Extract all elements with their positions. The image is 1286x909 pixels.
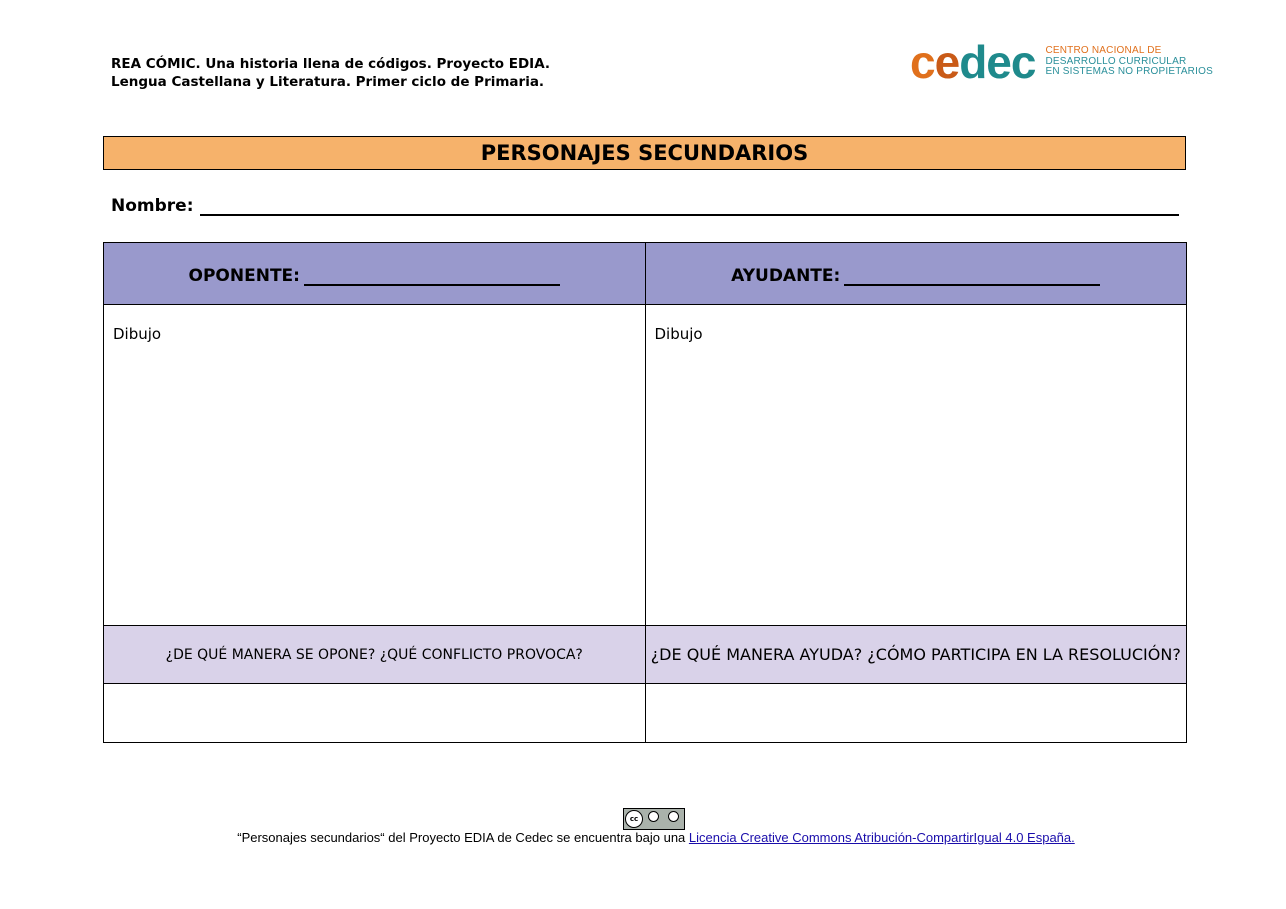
logo-subtitle xyxy=(1045,46,1212,78)
helper-answer-area[interactable] xyxy=(645,684,1187,743)
logo-wordmark: cedec xyxy=(910,36,1036,88)
helper-question: ¿DE QUÉ MANERA AYUDA? ¿CÓMO PARTICIPA EN LA RESOLUCIÓN? xyxy=(645,626,1187,684)
license-link[interactable]: Licencia Creative Commons Atribución-CompartirIgual 4.0 España. xyxy=(688,830,1075,845)
logo-sub-line-1: CENTRO NACIONAL DE xyxy=(1045,45,1162,57)
name-label: Nombre: xyxy=(111,196,194,216)
opponent-label: OPONENTE: xyxy=(188,266,300,286)
document-header xyxy=(111,55,550,91)
license-footer xyxy=(0,830,1286,845)
opponent-header xyxy=(104,243,646,305)
helper-label: AYUDANTE: xyxy=(731,266,841,286)
logo-sub-line-2: DESARROLLO CURRICULAR xyxy=(1045,55,1187,67)
worksheet-title: PERSONAJES SECUNDARIOS xyxy=(103,136,1186,170)
cc-by-sa-icon[interactable] xyxy=(623,808,685,830)
by-icon xyxy=(648,811,659,822)
name-field[interactable] xyxy=(111,194,1179,216)
cedec-logo xyxy=(910,36,1213,88)
cc-circle-icon: cc xyxy=(625,810,643,828)
logo-sub-line-3: EN SISTEMAS NO PROPIETARIOS xyxy=(1045,66,1213,78)
helper-drawing-label: Dibujo xyxy=(654,325,703,343)
header-line-2: Lengua Castellana y Literatura. Primer ciclo de Primaria. xyxy=(111,74,545,90)
opponent-drawing-label: Dibujo xyxy=(113,325,162,343)
helper-blank-line[interactable] xyxy=(844,266,1100,286)
opponent-blank-line[interactable] xyxy=(304,266,560,286)
opponent-question: ¿DE QUÉ MANERA SE OPONE? ¿QUÉ CONFLICTO PROVOCA? xyxy=(104,626,646,684)
sa-icon xyxy=(668,811,679,822)
characters-table xyxy=(103,242,1187,743)
name-blank-line[interactable] xyxy=(200,194,1179,216)
helper-header xyxy=(645,243,1187,305)
opponent-answer-area[interactable] xyxy=(104,684,646,743)
header-line-1: REA CÓMIC. Una historia llena de códigos. Proyecto EDIA. xyxy=(111,56,551,72)
license-text: “Personajes secundarios“ del Proyecto EDIA de Cedec se encuentra bajo una xyxy=(237,830,689,845)
helper-drawing-area[interactable] xyxy=(645,305,1187,626)
opponent-drawing-area[interactable] xyxy=(104,305,646,626)
